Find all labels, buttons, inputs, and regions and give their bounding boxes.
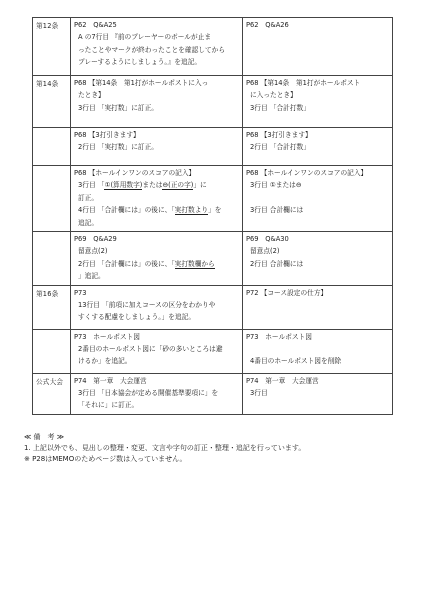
cell-line xyxy=(74,270,239,282)
table-row xyxy=(33,373,393,414)
cell-line xyxy=(246,141,389,153)
cell-line xyxy=(246,233,389,245)
cell-line xyxy=(74,311,239,323)
revised-text-cell xyxy=(71,166,243,232)
original-text-cell xyxy=(243,18,393,76)
cell-text: P68 【ホールインワンのスコアの記入】 xyxy=(74,169,196,177)
underlined-text: ①(算用数字) xyxy=(104,181,143,190)
cell-line xyxy=(246,129,389,141)
cell-text: 」を xyxy=(208,206,222,215)
cell-text: 4行目 「合計欄には」の後に、「 xyxy=(78,206,175,215)
cell-line xyxy=(246,179,389,191)
cell-text: けるか」を追記。 xyxy=(78,357,132,366)
revision-table-body xyxy=(33,18,393,415)
cell-line xyxy=(246,355,389,367)
article-cell xyxy=(33,329,71,373)
cell-text: P74 第一章 大会運営 xyxy=(246,376,319,385)
notes-line-2: ※ P28はMEMOのためページ数は入っていません。 xyxy=(24,455,187,464)
cell-text: P62 Q&A26 xyxy=(246,21,289,29)
cell-text: P74 第一章 大会運営 xyxy=(74,376,147,385)
cell-line xyxy=(246,387,389,399)
article-cell xyxy=(33,232,71,286)
original-text-cell xyxy=(243,166,393,232)
cell-text: P69 Q&A30 xyxy=(246,235,289,244)
cell-line xyxy=(246,77,389,89)
cell-line xyxy=(74,287,239,299)
cell-line xyxy=(74,399,239,411)
cell-line xyxy=(246,245,389,257)
revised-text-cell xyxy=(71,285,243,329)
table-row xyxy=(33,232,393,286)
table-row xyxy=(33,329,393,373)
cell-text: 」追記。 xyxy=(78,272,105,281)
cell-text: A の7行目 『前のプレーヤーのボールが止ま xyxy=(78,33,212,42)
original-text-cell xyxy=(243,329,393,373)
cell-text: 留意点(2) xyxy=(250,247,280,256)
cell-text: P69 Q&A29 xyxy=(74,235,117,244)
cell-text: P68 【3打引きます】 xyxy=(246,131,312,139)
cell-line xyxy=(246,331,389,343)
revised-text-cell xyxy=(71,329,243,373)
cell-line xyxy=(246,89,389,101)
cell-line xyxy=(74,19,239,31)
cell-line xyxy=(74,217,239,229)
original-text-cell xyxy=(243,373,393,414)
cell-text: P72 【コース設定の仕方】 xyxy=(246,288,328,297)
underlined-text: ⊖(正の字) xyxy=(162,181,194,190)
cell-text: P68 【第14条 第1打がホールポスト xyxy=(246,79,361,87)
cell-text: P68 【第14条 第1打がホールポストに入っ xyxy=(74,79,209,87)
cell-line xyxy=(74,77,239,89)
cell-text: 留意点(2) xyxy=(78,247,108,256)
revision-table xyxy=(32,17,393,415)
cell-line xyxy=(74,375,239,387)
cell-line xyxy=(74,167,239,179)
cell-text: 3行目 ①または⊖ xyxy=(250,181,302,190)
cell-line xyxy=(74,192,239,204)
cell-line xyxy=(74,129,239,141)
cell-line xyxy=(74,56,239,68)
cell-line xyxy=(246,102,389,114)
cell-text: P73 ホールポスト図 xyxy=(246,332,312,341)
cell-text: P68 【3打引きます】 xyxy=(74,131,140,139)
cell-text: ったことやマークが終わったことを確認してから xyxy=(78,45,226,54)
cell-text: P68 【ホールインワンのスコアの記入】 xyxy=(246,169,368,177)
cell-text: プレーするようにしましょう。』を追記。 xyxy=(78,58,202,67)
cell-line xyxy=(246,204,389,216)
cell-line xyxy=(74,343,239,355)
cell-line xyxy=(74,89,239,101)
table-row xyxy=(33,166,393,232)
cell-line xyxy=(74,44,239,56)
article-cell xyxy=(33,128,71,166)
underlined-text: 実打数欄から xyxy=(174,259,215,268)
cell-line xyxy=(74,31,239,43)
revised-text-cell xyxy=(71,18,243,76)
cell-line xyxy=(74,355,239,367)
cell-line xyxy=(246,287,389,299)
cell-text: 2行目 合計欄には xyxy=(250,259,304,268)
cell-line xyxy=(246,19,389,31)
cell-text: 3行目 「日本協会が定める開催基準要項に」を xyxy=(78,389,219,398)
cell-text: に入ったとき】 xyxy=(250,91,297,100)
cell-text: または xyxy=(142,181,163,190)
cell-line xyxy=(74,245,239,257)
cell-text: P73 ホールポスト図 xyxy=(74,332,140,341)
article-cell: 公式大会 xyxy=(33,373,71,414)
cell-text: 追記。 xyxy=(78,218,99,227)
cell-text: 訂正。 xyxy=(78,193,99,202)
revised-text-cell xyxy=(71,232,243,286)
table-row xyxy=(33,285,393,329)
cell-text: 3行目 「実打数」に訂正。 xyxy=(78,103,158,112)
cell-line xyxy=(74,331,239,343)
cell-text: たとき】 xyxy=(78,91,105,100)
cell-text: 3行目 「 xyxy=(78,181,105,190)
cell-text: P62 Q&A25 xyxy=(74,21,117,29)
notes-heading: ≪ 備 考 ≫ xyxy=(24,433,65,441)
cell-line xyxy=(74,179,239,191)
cell-text: 3行目 合計欄には xyxy=(250,206,304,215)
cell-line xyxy=(74,204,239,216)
cell-text: 2行目 「実打数」に訂正。 xyxy=(78,143,158,152)
article-cell: 第12条 xyxy=(33,18,71,76)
table-row xyxy=(33,18,393,76)
article-cell: 第16条 xyxy=(33,285,71,329)
cell-line xyxy=(74,233,239,245)
cell-text: 4番目のホールポスト図を削除 xyxy=(250,357,342,366)
cell-text: 3行目 xyxy=(250,389,268,398)
notes-line-1: 1. 上記以外でも、見出しの整理・変更、文言や字句の訂正・整理・追記を行っています。 xyxy=(24,444,306,453)
original-text-cell xyxy=(243,285,393,329)
cell-text: 3行目 「合計打数」 xyxy=(250,103,310,112)
cell-line xyxy=(246,258,389,270)
revised-text-cell xyxy=(71,373,243,414)
cell-text: P73 xyxy=(74,288,87,297)
cell-text: 2番目のホールポスト図に「砂の多いところは避 xyxy=(78,345,223,354)
cell-line xyxy=(246,375,389,387)
notes-section xyxy=(24,432,404,466)
cell-line xyxy=(74,387,239,399)
cell-text: 13行目 「前項に加えコースの区分をわかりや xyxy=(78,301,216,310)
underlined-text: 実打数より xyxy=(174,206,209,215)
article-cell: 第14条 xyxy=(33,76,71,128)
original-text-cell xyxy=(243,128,393,166)
cell-text: 2行目 「合計欄には」の後に、「 xyxy=(78,259,175,268)
revised-text-cell xyxy=(71,76,243,128)
cell-line xyxy=(74,141,239,153)
cell-line xyxy=(246,343,389,355)
article-cell xyxy=(33,166,71,232)
cell-line xyxy=(74,102,239,114)
cell-line xyxy=(74,299,239,311)
cell-text: すくする配慮をしましょう。」を追記。 xyxy=(78,313,196,322)
table-row xyxy=(33,76,393,128)
original-text-cell xyxy=(243,232,393,286)
cell-line xyxy=(246,192,389,204)
cell-text: 」に xyxy=(193,181,207,190)
cell-text: 2行目 「合計打数」 xyxy=(250,143,310,152)
table-row xyxy=(33,128,393,166)
cell-text: 「それに」に訂正。 xyxy=(78,401,139,410)
original-text-cell xyxy=(243,76,393,128)
cell-line xyxy=(246,167,389,179)
cell-line xyxy=(74,258,239,270)
revised-text-cell xyxy=(71,128,243,166)
